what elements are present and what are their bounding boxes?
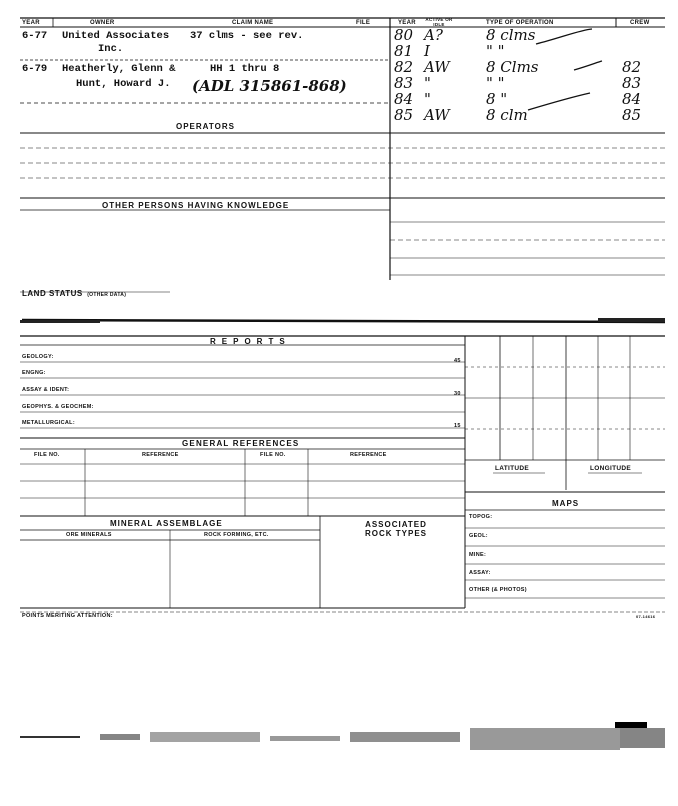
- map-topog-label: TOPOG:: [469, 514, 493, 520]
- handwritten-claim-reference: (ADL 315861-868): [192, 77, 347, 95]
- header-crew: CREW: [630, 20, 650, 26]
- scan-noise: [20, 722, 665, 762]
- header-owner: OWNER: [90, 20, 115, 26]
- general-references-title: GENERAL REFERENCES: [182, 439, 300, 448]
- operations-log: [392, 28, 666, 124]
- log-operation: " ": [486, 74, 505, 92]
- ref-col-file-no-2: FILE NO.: [260, 452, 286, 458]
- header-file: FILE: [356, 20, 371, 26]
- log-crew: 82: [622, 58, 642, 76]
- log-year: 80: [394, 26, 414, 44]
- form-number: 07-14616: [636, 614, 656, 619]
- log-crew: 85: [622, 106, 642, 124]
- header-type-of-operation: TYPE OF OPERATION: [486, 20, 554, 26]
- log-status: ": [424, 90, 431, 108]
- report-geology-num: 45: [454, 358, 461, 364]
- mineral-col-rock-forming: ROCK FORMING, ETC.: [204, 532, 269, 538]
- header-claim-name: CLAIM NAME: [232, 20, 274, 26]
- map-other-label: OTHER (& PHOTOS): [469, 587, 527, 593]
- owner-row-2-owner-cont: Hunt, Howard J.: [76, 78, 171, 90]
- land-status-title: LAND STATUS: [22, 289, 83, 298]
- log-year: 82: [394, 58, 414, 76]
- map-mine-label: MINE:: [469, 552, 487, 558]
- log-operation: 8 clms: [486, 26, 536, 44]
- owner-row-2-owner: Heatherly, Glenn &: [62, 63, 176, 75]
- log-operation: 8 ": [486, 90, 508, 108]
- log-status: AW: [424, 58, 450, 76]
- land-status-subtitle: (OTHER DATA): [87, 292, 127, 298]
- owner-row-1-year: 6-77: [22, 30, 48, 42]
- log-operation: " ": [486, 42, 505, 60]
- header-year: YEAR: [22, 20, 40, 26]
- log-year: 85: [394, 106, 414, 124]
- owner-row-1-owner: United Associates: [62, 30, 170, 42]
- header-year-2: YEAR: [398, 20, 416, 26]
- other-persons-title: OTHER PERSONS HAVING KNOWLEDGE: [102, 201, 290, 210]
- report-assay-label: ASSAY & IDENT:: [22, 387, 70, 393]
- log-status: A?: [424, 26, 443, 44]
- points-meriting-attention-label: POINTS MERITING ATTENTION:: [22, 613, 113, 619]
- log-row: [392, 28, 666, 44]
- ref-col-reference-2: REFERENCE: [350, 452, 387, 458]
- log-crew: 83: [622, 74, 642, 92]
- report-metallurgical-label: METALLURGICAL:: [22, 420, 75, 426]
- log-year: 83: [394, 74, 414, 92]
- latitude-label: LATITUDE: [495, 465, 530, 472]
- report-geology-label: GEOLOGY:: [22, 354, 54, 360]
- log-row: [392, 108, 666, 124]
- log-operation: 8 clm: [486, 106, 528, 124]
- mineral-assemblage-title: MINERAL ASSEMBLAGE: [110, 519, 223, 528]
- report-geophys-label: GEOPHYS. & GEOCHEM:: [22, 404, 94, 410]
- owner-row-2-claim: HH 1 thru 8: [210, 63, 280, 75]
- ref-col-reference-1: REFERENCE: [142, 452, 179, 458]
- map-geol-label: GEOL:: [469, 533, 488, 539]
- operators-title: OPERATORS: [176, 122, 235, 131]
- report-engng-label: ENGNG:: [22, 370, 46, 376]
- associated-rock-types-title: ASSOCIATED ROCK TYPES: [364, 520, 427, 538]
- maps-title: MAPS: [552, 499, 580, 508]
- log-status: ": [424, 74, 431, 92]
- longitude-label: LONGITUDE: [590, 465, 631, 472]
- log-year: 84: [394, 90, 414, 108]
- owner-row-2-year: 6-79: [22, 63, 48, 75]
- owner-row-1-claim: 37 clms - see rev.: [190, 30, 304, 42]
- reports-title: REPORTS: [210, 337, 291, 346]
- log-status: I: [424, 42, 430, 60]
- log-crew: 84: [622, 90, 642, 108]
- owner-row-1-owner-cont: Inc.: [98, 43, 124, 55]
- land-status-label: [22, 283, 126, 301]
- log-year: 81: [394, 42, 414, 60]
- header-active-idle: ACTIVE OR IDLE: [425, 17, 453, 27]
- log-operation: 8 Clms: [486, 58, 539, 76]
- log-status: AW: [424, 106, 450, 124]
- mineral-col-ore: ORE MINERALS: [66, 532, 112, 538]
- report-assay-num: 30: [454, 391, 461, 397]
- map-assay-label: ASSAY:: [469, 570, 491, 576]
- report-metallurgical-num: 15: [454, 423, 461, 429]
- ref-col-file-no-1: FILE NO.: [34, 452, 60, 458]
